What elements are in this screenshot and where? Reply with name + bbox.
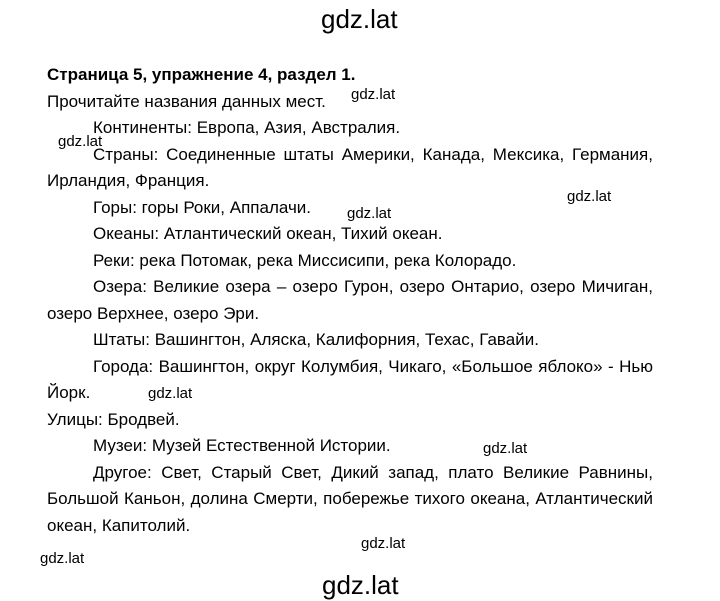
watermark: gdz.lat bbox=[483, 440, 528, 457]
exercise-title: Страница 5, упражнение 4, раздел 1. bbox=[47, 65, 356, 84]
line-lakes: Озера: Великие озера – озеро Гурон, озеро Онтарио, озеро Мичиган, озеро Верхнее, озеро Эри. bbox=[47, 277, 653, 323]
line-cities: Города: Вашингтон, округ Колумбия, Чикаго, «Большое яблоко» - Нью Йорк. bbox=[47, 356, 653, 402]
line-states: Штаты: Вашингтон, Аляска, Калифорния, Техас, Гавайи. bbox=[93, 330, 539, 349]
watermark: gdz.lat bbox=[58, 133, 103, 150]
line-streets: Улицы: Бродвей. bbox=[47, 409, 180, 429]
watermark: gdz.lat bbox=[40, 550, 85, 567]
watermark: gdz.lat bbox=[351, 86, 396, 103]
line-museums: Музеи: Музей Естественной Истории. bbox=[93, 436, 391, 455]
exercise-text bbox=[47, 62, 653, 539]
watermark-top: gdz.lat bbox=[321, 4, 398, 34]
line-other: Другое: Свет, Старый Свет, Дикий запад, плато Великие Равнины, Большой Каньон, долина Смерти, побережье тихого океана, Атлантический океан, Капитолий. bbox=[47, 462, 653, 535]
line-oceans: Океаны: Атлантический океан, Тихий океан. bbox=[93, 224, 443, 243]
line-rivers: Реки: река Потомак, река Миссисипи, река Колорадо. bbox=[93, 250, 517, 270]
watermark: gdz.lat bbox=[361, 535, 406, 552]
watermark: gdz.lat bbox=[347, 205, 392, 222]
watermark: gdz.lat bbox=[567, 188, 612, 205]
line-continents: Континенты: Европа, Азия, Австралия. bbox=[93, 118, 401, 137]
line-mountains: Горы: горы Роки, Аппалачи. bbox=[93, 197, 312, 217]
watermark: gdz.lat bbox=[148, 385, 193, 402]
watermark-bottom: gdz.lat bbox=[322, 570, 399, 600]
line-countries: Страны: Соединенные штаты Америки, Канада, Мексика, Германия, Ирландия, Франция. bbox=[47, 144, 653, 190]
exercise-instruction: Прочитайте названия данных мест. bbox=[47, 91, 326, 111]
